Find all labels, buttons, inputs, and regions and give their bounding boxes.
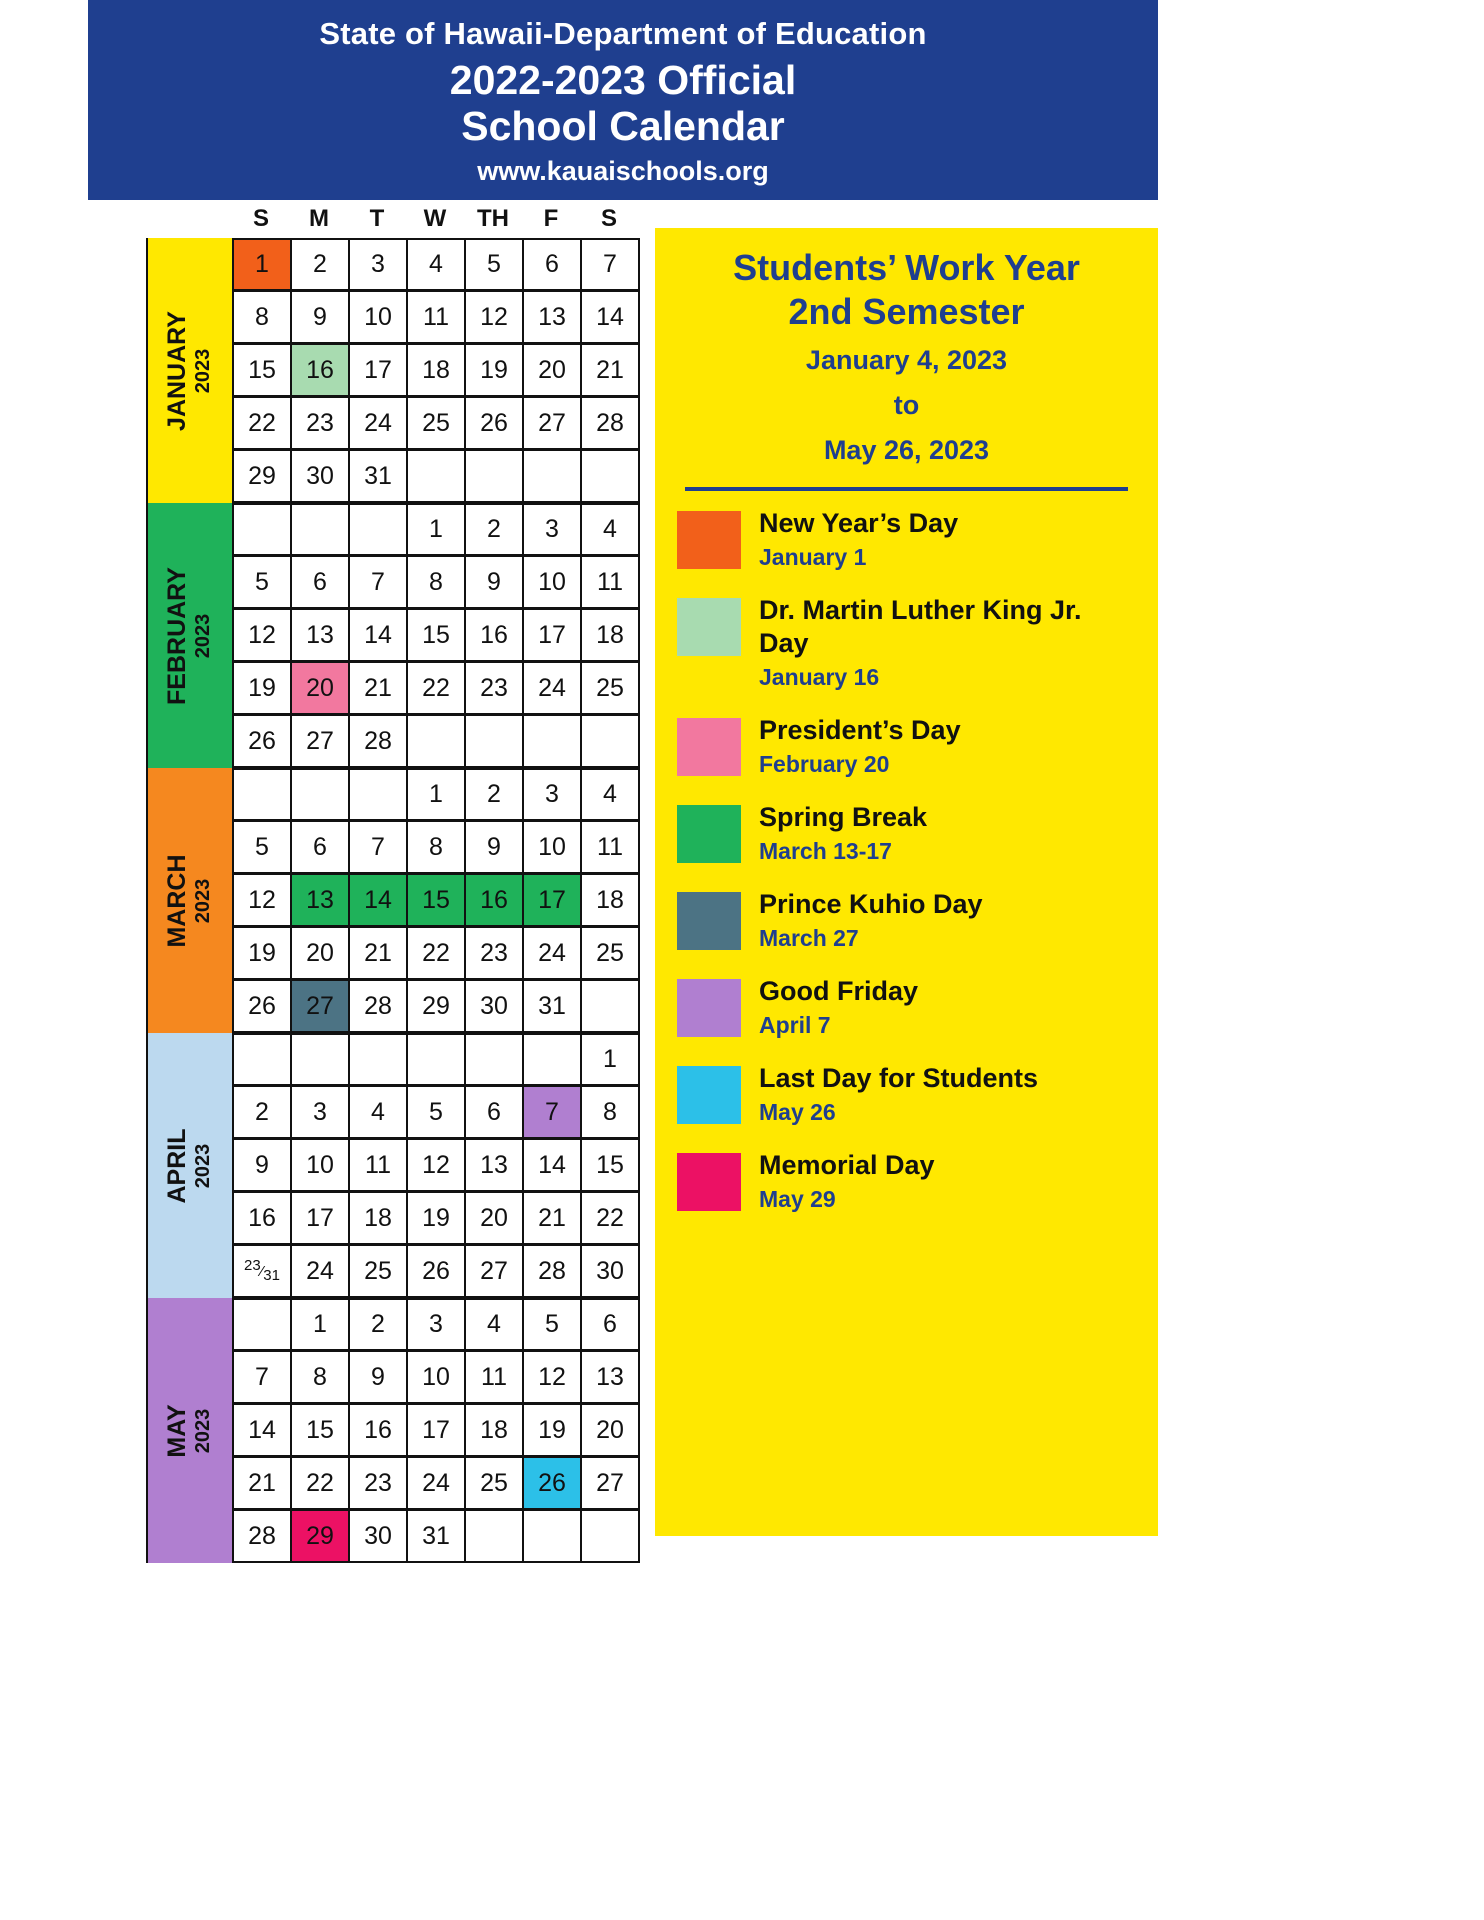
- legend-item: [677, 594, 1136, 692]
- legend-text: [759, 507, 958, 572]
- day-cell[interactable]: 17: [350, 344, 408, 397]
- day-cell[interactable]: 19: [234, 662, 292, 715]
- legend-color-swatch: [677, 1153, 741, 1211]
- day-cell-empty: [350, 1033, 408, 1086]
- day-cell[interactable]: 11: [408, 291, 466, 344]
- day-cell[interactable]: 27: [292, 980, 350, 1033]
- day-cell[interactable]: 3: [350, 238, 408, 291]
- day-cell-empty: [292, 768, 350, 821]
- day-cell[interactable]: 16: [466, 609, 524, 662]
- day-cell[interactable]: 10: [350, 291, 408, 344]
- day-cell[interactable]: 18: [350, 1192, 408, 1245]
- day-cell[interactable]: 24: [408, 1457, 466, 1510]
- day-cell-empty: [524, 450, 582, 503]
- panel-title-line2: 2nd Semester: [788, 291, 1025, 332]
- day-cell[interactable]: 23: [350, 1457, 408, 1510]
- day-cell[interactable]: 11: [582, 821, 640, 874]
- week-row: [234, 980, 640, 1033]
- day-cell[interactable]: 14: [234, 1404, 292, 1457]
- day-cell[interactable]: 8: [408, 821, 466, 874]
- header-year-title: 2022-2023 Official: [449, 57, 797, 103]
- day-cell-empty: [234, 1033, 292, 1086]
- day-cell[interactable]: 1: [408, 768, 466, 821]
- week-row: [234, 609, 640, 662]
- day-cell[interactable]: 2: [466, 503, 524, 556]
- legend-holiday-date: May 26: [759, 1099, 836, 1125]
- day-cell[interactable]: 22: [582, 1192, 640, 1245]
- day-cell[interactable]: 5: [408, 1086, 466, 1139]
- day-cell[interactable]: 18: [466, 1404, 524, 1457]
- day-cell[interactable]: 21: [350, 927, 408, 980]
- month-block-february: [146, 503, 638, 768]
- week-row: [234, 1404, 640, 1457]
- day-cell[interactable]: 31: [350, 450, 408, 503]
- day-cell[interactable]: 21: [582, 344, 640, 397]
- day-cell[interactable]: 19: [524, 1404, 582, 1457]
- legend-color-swatch: [677, 805, 741, 863]
- day-cell[interactable]: 6: [292, 556, 350, 609]
- week-row: [234, 1245, 640, 1298]
- day-cell-empty: [292, 503, 350, 556]
- day-cell-split-label: $^{23}⁄_{31}$: [244, 1257, 280, 1284]
- day-cell[interactable]: [234, 1245, 292, 1298]
- day-cell[interactable]: 23: [466, 927, 524, 980]
- day-cell-empty: [234, 503, 292, 556]
- day-cell[interactable]: 13: [292, 874, 350, 927]
- day-cell[interactable]: 29: [292, 1510, 350, 1563]
- day-cell[interactable]: 20: [582, 1404, 640, 1457]
- week-row: [234, 1139, 640, 1192]
- month-name-text: JANUARY 2023: [163, 310, 214, 431]
- day-cell[interactable]: 17: [524, 874, 582, 927]
- month-name-text: FEBRUARY 2023: [163, 566, 214, 705]
- day-cell[interactable]: 23: [466, 662, 524, 715]
- day-cell[interactable]: 13: [292, 609, 350, 662]
- panel-end-date: May 26, 2023: [823, 435, 990, 465]
- day-cell[interactable]: 6: [292, 821, 350, 874]
- month-name-text: MAY 2023: [163, 1403, 214, 1458]
- day-cell[interactable]: 26: [234, 715, 292, 768]
- legend-holiday-date: May 29: [759, 1186, 836, 1212]
- day-cell[interactable]: 18: [582, 874, 640, 927]
- day-of-week-t: T: [369, 205, 385, 232]
- day-cell[interactable]: 30: [582, 1245, 640, 1298]
- day-of-week-w: W: [423, 205, 447, 232]
- legend-holiday-name: New Year’s Day: [759, 508, 959, 538]
- day-cell[interactable]: 20: [292, 927, 350, 980]
- day-cell[interactable]: 13: [466, 1139, 524, 1192]
- day-cell[interactable]: 4: [350, 1086, 408, 1139]
- day-cell[interactable]: 12: [524, 1351, 582, 1404]
- day-cell[interactable]: 25: [582, 662, 640, 715]
- week-row: [234, 556, 640, 609]
- legend-text: [759, 714, 961, 779]
- week-row: [234, 450, 640, 503]
- day-cell[interactable]: 31: [524, 980, 582, 1033]
- legend-color-swatch: [677, 892, 741, 950]
- day-cell-empty: [350, 768, 408, 821]
- day-cell[interactable]: 3: [408, 1298, 466, 1351]
- legend-holiday-name: President’s Day: [759, 715, 961, 745]
- day-cell-empty: [524, 715, 582, 768]
- legend-holiday-date: March 13-17: [759, 838, 892, 864]
- day-cell[interactable]: 16: [234, 1192, 292, 1245]
- day-cell[interactable]: 8: [582, 1086, 640, 1139]
- day-cell-empty: [466, 715, 524, 768]
- day-cell[interactable]: 17: [408, 1404, 466, 1457]
- day-cell[interactable]: 1: [234, 238, 292, 291]
- header-calendar-title: School Calendar: [461, 103, 785, 149]
- day-cell[interactable]: 2: [350, 1298, 408, 1351]
- month-block-march: [146, 768, 638, 1033]
- day-cell-empty: [408, 715, 466, 768]
- calendar-grid: [146, 200, 638, 1563]
- day-cell[interactable]: 14: [350, 609, 408, 662]
- day-cell[interactable]: 8: [292, 1351, 350, 1404]
- day-cell-empty: [408, 450, 466, 503]
- legend-item: [677, 975, 1136, 1040]
- legend-text: [759, 975, 918, 1040]
- day-cell[interactable]: 26: [524, 1457, 582, 1510]
- legend-holiday-name: Dr. Martin Luther King Jr. Day: [759, 595, 1082, 658]
- day-cell[interactable]: 9: [234, 1139, 292, 1192]
- legend-holiday-name: Prince Kuhio Day: [759, 889, 983, 919]
- week-row: [234, 1033, 640, 1086]
- day-cell[interactable]: 26: [408, 1245, 466, 1298]
- day-cell[interactable]: 2: [466, 768, 524, 821]
- day-cell[interactable]: 10: [524, 556, 582, 609]
- week-row: [234, 397, 640, 450]
- month-block-may: [146, 1298, 638, 1563]
- day-cell[interactable]: 28: [350, 980, 408, 1033]
- day-cell[interactable]: 12: [234, 609, 292, 662]
- weeks: [234, 1033, 640, 1298]
- day-cell[interactable]: 7: [234, 1351, 292, 1404]
- day-cell[interactable]: 22: [408, 662, 466, 715]
- legend-holiday-name: Memorial Day: [759, 1150, 935, 1180]
- day-cell[interactable]: 26: [466, 397, 524, 450]
- day-cell[interactable]: 9: [292, 291, 350, 344]
- day-cell[interactable]: 5: [234, 556, 292, 609]
- legend-item: [677, 888, 1136, 953]
- calendar-header: [88, 0, 1158, 200]
- day-cell[interactable]: 25: [350, 1245, 408, 1298]
- week-row: [234, 768, 640, 821]
- day-cell[interactable]: 13: [524, 291, 582, 344]
- day-cell[interactable]: 4: [582, 768, 640, 821]
- day-cell[interactable]: 2: [292, 238, 350, 291]
- day-cell[interactable]: 16: [350, 1404, 408, 1457]
- day-cell[interactable]: 10: [524, 821, 582, 874]
- panel-range-to: to: [893, 390, 920, 420]
- legend-text: [759, 1062, 1038, 1127]
- day-cell[interactable]: 22: [292, 1457, 350, 1510]
- weeks: [234, 768, 640, 1033]
- day-cell[interactable]: 15: [582, 1139, 640, 1192]
- day-cell[interactable]: 27: [524, 397, 582, 450]
- day-cell[interactable]: 8: [408, 556, 466, 609]
- day-cell[interactable]: 11: [582, 556, 640, 609]
- week-row: [234, 1510, 640, 1563]
- day-cell[interactable]: 20: [524, 344, 582, 397]
- day-cell[interactable]: 28: [234, 1510, 292, 1563]
- legend-list: [677, 507, 1136, 1214]
- day-cell[interactable]: 25: [582, 927, 640, 980]
- day-of-week-s: S: [252, 205, 269, 232]
- legend-text: [759, 594, 1136, 692]
- day-cell[interactable]: 12: [466, 291, 524, 344]
- day-cell[interactable]: 8: [234, 291, 292, 344]
- day-cell[interactable]: 12: [408, 1139, 466, 1192]
- day-cell[interactable]: 22: [234, 397, 292, 450]
- day-cell[interactable]: 16: [292, 344, 350, 397]
- day-of-week-s: S: [600, 205, 617, 232]
- day-cell[interactable]: 7: [350, 821, 408, 874]
- day-cell[interactable]: 19: [234, 927, 292, 980]
- day-cell[interactable]: 30: [466, 980, 524, 1033]
- legend-holiday-name: Good Friday: [759, 976, 919, 1006]
- legend-color-swatch: [677, 511, 741, 569]
- legend-color-swatch: [677, 979, 741, 1037]
- weeks: [234, 1298, 640, 1563]
- legend-item: [677, 714, 1136, 779]
- weeks: [234, 503, 640, 768]
- day-cell[interactable]: 9: [350, 1351, 408, 1404]
- legend-color-swatch: [677, 1066, 741, 1124]
- day-cell[interactable]: 6: [524, 238, 582, 291]
- legend-item: [677, 801, 1136, 866]
- day-cell[interactable]: 19: [408, 1192, 466, 1245]
- legend-text: [759, 888, 983, 953]
- month-label-february: [148, 503, 234, 768]
- day-cell[interactable]: 17: [292, 1192, 350, 1245]
- day-cell[interactable]: 27: [292, 715, 350, 768]
- day-cell[interactable]: 5: [524, 1298, 582, 1351]
- day-cell[interactable]: 5: [466, 238, 524, 291]
- day-cell[interactable]: 24: [350, 397, 408, 450]
- panel-start-date: January 4, 2023: [805, 345, 1008, 375]
- day-cell-empty: [466, 1510, 524, 1563]
- legend-item: [677, 507, 1136, 572]
- day-cell[interactable]: 15: [234, 344, 292, 397]
- day-cell[interactable]: 9: [466, 556, 524, 609]
- week-row: [234, 662, 640, 715]
- day-cell[interactable]: 1: [292, 1298, 350, 1351]
- day-cell[interactable]: 9: [466, 821, 524, 874]
- day-cell[interactable]: 16: [466, 874, 524, 927]
- day-cell[interactable]: 20: [292, 662, 350, 715]
- day-cell[interactable]: 28: [350, 715, 408, 768]
- day-cell[interactable]: 21: [350, 662, 408, 715]
- month-label-april: [148, 1033, 234, 1298]
- month-label-march: [148, 768, 234, 1033]
- week-row: [234, 344, 640, 397]
- month-name-text: APRIL 2023: [163, 1128, 214, 1203]
- day-cell[interactable]: 29: [408, 980, 466, 1033]
- week-row: [234, 927, 640, 980]
- day-cell[interactable]: 1: [408, 503, 466, 556]
- day-cell[interactable]: 15: [408, 874, 466, 927]
- day-cell[interactable]: 10: [292, 1139, 350, 1192]
- legend-item: [677, 1149, 1136, 1214]
- month-label-may: [148, 1298, 234, 1563]
- day-cell[interactable]: 30: [292, 450, 350, 503]
- day-cell[interactable]: 15: [292, 1404, 350, 1457]
- panel-title-line1: Students’ Work Year: [733, 247, 1080, 288]
- day-cell[interactable]: 7: [524, 1086, 582, 1139]
- day-cell[interactable]: 13: [582, 1351, 640, 1404]
- day-cell[interactable]: 25: [408, 397, 466, 450]
- legend-text: [759, 1149, 935, 1214]
- day-cell[interactable]: 14: [582, 291, 640, 344]
- legend-color-swatch: [677, 598, 741, 656]
- legend-holiday-date: January 16: [759, 664, 880, 690]
- legend-holiday-name: Spring Break: [759, 802, 928, 832]
- day-cell-empty: [524, 1510, 582, 1563]
- day-cell[interactable]: 19: [466, 344, 524, 397]
- day-cell[interactable]: 21: [524, 1192, 582, 1245]
- week-row: [234, 503, 640, 556]
- week-row: [234, 1351, 640, 1404]
- day-cell-empty: [466, 450, 524, 503]
- day-cell[interactable]: 24: [292, 1245, 350, 1298]
- day-cell-empty: [466, 1033, 524, 1086]
- day-cell-empty: [582, 715, 640, 768]
- legend-holiday-date: January 1: [759, 544, 867, 570]
- legend-item: [677, 1062, 1136, 1127]
- day-cell[interactable]: 25: [466, 1457, 524, 1510]
- week-row: [234, 1192, 640, 1245]
- day-cell[interactable]: 10: [408, 1351, 466, 1404]
- day-cell[interactable]: 3: [292, 1086, 350, 1139]
- day-cell[interactable]: 2: [234, 1086, 292, 1139]
- day-cell[interactable]: 24: [524, 662, 582, 715]
- day-cell[interactable]: 28: [582, 397, 640, 450]
- day-cell[interactable]: 4: [466, 1298, 524, 1351]
- day-cell[interactable]: 11: [466, 1351, 524, 1404]
- day-cell[interactable]: 20: [466, 1192, 524, 1245]
- day-cell[interactable]: 7: [350, 556, 408, 609]
- day-cell[interactable]: 7: [582, 238, 640, 291]
- day-cell[interactable]: 24: [524, 927, 582, 980]
- day-of-week-th: TH: [477, 205, 509, 232]
- day-cell[interactable]: 27: [466, 1245, 524, 1298]
- legend-text: [759, 801, 927, 866]
- info-panel: [655, 228, 1158, 1536]
- legend-holiday-date: February 20: [759, 751, 890, 777]
- legend-holiday-date: April 7: [759, 1012, 831, 1038]
- week-row: [234, 291, 640, 344]
- day-of-week-m: M: [309, 205, 329, 232]
- day-cell-empty: [292, 1033, 350, 1086]
- day-cell-empty: [582, 450, 640, 503]
- day-cell-empty: [350, 503, 408, 556]
- header-website-url: www.kauaischools.org: [477, 156, 769, 186]
- week-row: [234, 715, 640, 768]
- day-cell[interactable]: 11: [350, 1139, 408, 1192]
- months-container: [146, 238, 638, 1563]
- day-cell[interactable]: 3: [524, 768, 582, 821]
- month-label-january: [148, 238, 234, 503]
- day-cell[interactable]: 30: [350, 1510, 408, 1563]
- day-cell[interactable]: 27: [582, 1457, 640, 1510]
- day-of-week-header-row: [146, 200, 638, 238]
- legend-color-swatch: [677, 718, 741, 776]
- day-cell-empty: [524, 1033, 582, 1086]
- day-cell[interactable]: 31: [408, 1510, 466, 1563]
- month-name-text: MARCH 2023: [163, 853, 214, 948]
- day-cell[interactable]: 4: [582, 503, 640, 556]
- day-cell-empty: [582, 980, 640, 1033]
- day-of-week-f: F: [543, 205, 559, 232]
- day-cell[interactable]: 14: [524, 1139, 582, 1192]
- week-row: [234, 1086, 640, 1139]
- day-cell[interactable]: 26: [234, 980, 292, 1033]
- day-cell[interactable]: 12: [234, 874, 292, 927]
- day-cell-empty: [408, 1033, 466, 1086]
- panel-divider: [685, 487, 1128, 491]
- legend-holiday-date: March 27: [759, 925, 859, 951]
- day-cell[interactable]: 1: [582, 1033, 640, 1086]
- week-row: [234, 238, 640, 291]
- day-cell[interactable]: 18: [582, 609, 640, 662]
- day-cell-empty: [582, 1510, 640, 1563]
- week-row: [234, 1298, 640, 1351]
- day-cell[interactable]: 23: [292, 397, 350, 450]
- day-cell[interactable]: 18: [408, 344, 466, 397]
- legend-holiday-name: Last Day for Students: [759, 1063, 1039, 1093]
- weeks: [234, 238, 640, 503]
- week-row: [234, 1457, 640, 1510]
- week-row: [234, 821, 640, 874]
- day-cell[interactable]: 4: [408, 238, 466, 291]
- day-cell-empty: [234, 1298, 292, 1351]
- month-block-january: [146, 238, 638, 503]
- day-cell[interactable]: 3: [524, 503, 582, 556]
- day-cell[interactable]: 5: [234, 821, 292, 874]
- day-cell[interactable]: 15: [408, 609, 466, 662]
- day-cell[interactable]: 22: [408, 927, 466, 980]
- header-agency-title: State of Hawaii-Department of Education: [319, 16, 927, 51]
- day-cell-empty: [234, 768, 292, 821]
- week-row: [234, 874, 640, 927]
- month-block-april: [146, 1033, 638, 1298]
- day-cell[interactable]: 28: [524, 1245, 582, 1298]
- day-cell[interactable]: 6: [582, 1298, 640, 1351]
- day-cell[interactable]: 29: [234, 450, 292, 503]
- day-cell[interactable]: 6: [466, 1086, 524, 1139]
- day-cell[interactable]: 17: [524, 609, 582, 662]
- day-cell[interactable]: 21: [234, 1457, 292, 1510]
- day-cell[interactable]: 14: [350, 874, 408, 927]
